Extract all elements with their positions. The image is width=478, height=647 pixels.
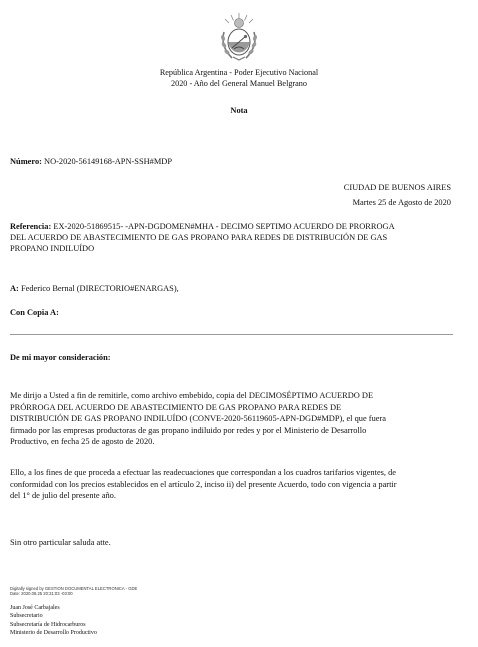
argentina-coat-of-arms-icon [216, 12, 262, 62]
separator-line [10, 334, 453, 335]
body-p1-line2: PRÓRROGA DEL ACUERDO DE ABASTECIMIENTO DE GAS PROPANO PARA REDES DE [10, 402, 342, 412]
body-p2-line1: Ello, a los fines de que proceda a efectuar las readecuaciones que correspondan a los cuadros tarifarios vigentes, de [10, 468, 397, 477]
numero-value: NO-2020-56149168-APN-SSH#MDP [44, 157, 173, 166]
recipient-row [10, 283, 179, 294]
recipient-value: Federico Bernal (DIRECTORIO#ENARGAS), [20, 284, 179, 293]
signer-title: Subsecretario [10, 613, 43, 620]
signer-name: Juan José Carbajales [10, 605, 60, 611]
header-year-motto: 2020 - Año del General Manuel Belgrano [171, 79, 307, 88]
referencia-block [10, 221, 452, 254]
digital-signature-line2: Date: 2020.08.25 20:31:03 -03:00 [10, 591, 73, 597]
numero-row [10, 156, 172, 167]
body-paragraph-2 [10, 467, 452, 502]
copia-label: Con Copia A: [10, 308, 59, 317]
signer-office: Subsecretaría de Hidrocarburos [10, 621, 86, 628]
body-p2-line3: del 1° de julio del presente año. [10, 491, 116, 501]
body-p1-line4: firmado por las empresas productoras de gas propano indiluido por redes y por el Ministerio de Desarrollo [10, 425, 367, 435]
referencia-label: Referencia: [10, 222, 52, 231]
referencia-line3: PROPANO INDILUÍDO [10, 244, 95, 254]
digital-signature-line1: Digitally signed by GESTION DOCUMENTAL ELECTRONICA - GDE [10, 586, 138, 591]
body-p1-line1: Me dirijo a Usted a fin de remitirle, como archivo embebido, copia del DECIMOSÉPTIMO ACUERDO DE [10, 391, 374, 400]
body-p2-line2: conformidad con los precios establecidos en el artículo 2, inciso ii) del presente Acuerdo, todo con vigencia a partir [10, 479, 397, 489]
referencia-line2: DEL ACUERDO DE ABASTECIMIENTO DE GAS PROPANO PARA REDES DE DISTRIBUCIÓN DE GAS [10, 233, 388, 243]
referencia-line1: EX-2020-51869515- -APN-DGDOMEN#MHA - DECIMO SEPTIMO ACUERDO DE PRORROGA [53, 222, 395, 231]
document-type: Nota [230, 106, 248, 115]
closing-line: Sin otro particular saluda atte. [10, 538, 111, 547]
body-p1-line5: Productivo, en fecha 25 de agosto de 2020. [10, 437, 155, 447]
numero-label: Número: [10, 157, 42, 166]
digital-signature-stamp [10, 586, 137, 597]
recipient-label: A: [10, 284, 19, 293]
signer-block [10, 604, 97, 638]
salutation: De mi mayor consideración: [10, 353, 111, 362]
body-p1-line3: DISTRIBUCIÓN DE GAS PROPANO INDILUÍDO (CONVE-2020-56119605-APN-DGD#MDP), el que fuera [10, 414, 386, 424]
header-country: República Argentina - Poder Ejecutivo Nacional [159, 68, 319, 77]
signer-ministry: Ministerio de Desarrollo Productivo [10, 630, 97, 637]
place-date: Martes 25 de Agosto de 2020 [352, 198, 451, 207]
body-paragraph-1 [10, 390, 452, 448]
place-city: CIUDAD DE BUENOS AIRES [343, 183, 451, 192]
